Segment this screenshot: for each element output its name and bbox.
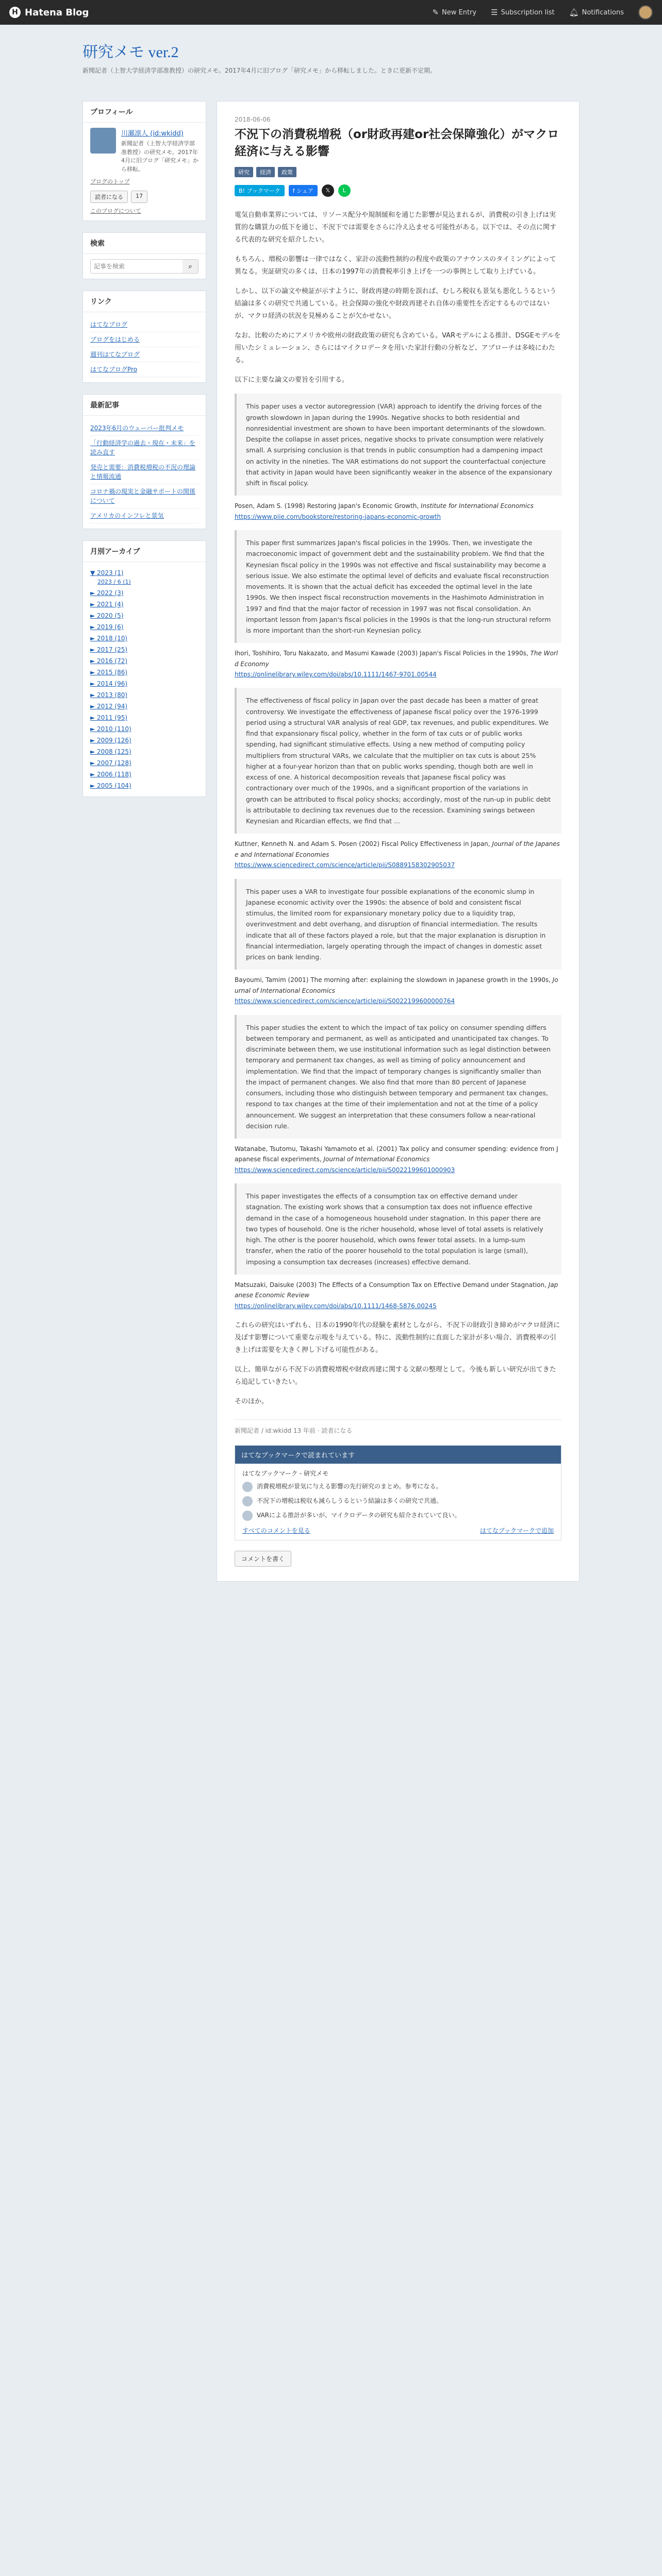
facebook-share-button[interactable]: f シェア [289,185,318,196]
citation-publication: Journal of the Japanese and International Economies [235,840,560,858]
blockquote: The effectiveness of fiscal policy in Japan over the past decade has been a matter of great controversy. We investigate the effectiveness of Japanese fiscal policy over the 1976-1999 period using a structural VAR analysis of real GDP, tax revenues, and public expenditures. We find that expansionary fiscal policy, whether in the form of tax cuts or of public works spending, had significant stimulative effects. Using a new method of computing policy multipliers from structural VARs, we calculate that the multiplier on tax cuts is about 25% higher at a four-year horizon than that on public works spending, though both are well in excess of one. A historical decomposition reveals that Japanese fiscal policy was contractionary over much of the 1990s, and a significant proportion of the variations in growth can be attributed to fiscal policy shocks; accordingly, most of the run-up in public debt is attributable to declining tax revenues due to the recession. Examining swings between Keynesian and Ricardian effects, we find that ... [235,688,561,834]
hatena-logo[interactable] [9,7,89,18]
profile-avatar[interactable] [90,128,116,154]
category-tag[interactable]: 研究 [235,167,253,177]
archive-year-link[interactable]: ► 2021 (4) [90,601,124,608]
link-item[interactable]: ブログをはじめる [90,332,198,347]
citation-author: Kuttner, Kenneth N. and Adam S. Posen (2002) Fiscal Policy Effectiveness in Japan, [235,840,492,848]
follow-button[interactable]: 読者になる [90,191,128,203]
bookmark-comment [242,1511,554,1521]
archive-year-link[interactable]: ► 2016 (72) [90,657,128,665]
citation [235,1144,561,1175]
links-module [82,291,206,383]
paragraph: これらの研究はいずれも、日本の1990年代の経験を素材としながら、不況下の財政引き締めがマクロ経済に及ぼす影響について重要な示唆を与えている。特に、流動性制約に直面した家計が多い場合、消費税率の引き上げは需要を大きく押し下げる可能性がある。 [235,1321,560,1354]
recent-entry-link[interactable]: コロナ禍の現実と金融サポートの関係について [90,484,198,509]
archive-module [82,540,206,797]
blockquote: This paper uses a vector autoregression (VAR) approach to identify the driving forces of the growth slowdown in Japan during the 1990s. Negative shocks to both residential and nonresidential investment are shown to have been important determinants of the slowdown. Despite the collapse in asset prices, negative shocks to private consumption were relatively small. A surprising conclusion is that trends in public consumption had a dampening impact on activity in the nineties. The VAR estimations do not support the counterfactual conjecture that activity in Japan would have been significantly weaker in the absence of the expansionary shift in fiscal policy. [235,394,561,496]
recent-heading: 最新記事 [83,395,206,416]
new-entry-label: New Entry [442,8,477,16]
citation [235,839,561,870]
bookmark-heading: はてなブックマークで読まれています [235,1446,561,1464]
bookmark-comment-text: 不況下の増税は税収も減らしうるという結論は多くの研究で共通。 [257,1497,443,1505]
recent-entry-link[interactable]: 発売と需要：消費税増税の不況の理論と情報流通 [90,460,198,484]
citation-author: Matsuzaki, Daisuke (2003) The Effects of a Consumption Tax on Effective Demand under Stagnation, [235,1281,549,1289]
profile-heading: プロフィール [83,101,206,123]
subscription-label: Subscription list [501,8,555,16]
profile-name-link[interactable]: 川瀬凛人 (id:wkidd) [121,130,184,138]
bookmark-comment-text: VARによる推計が多いが、マイクロデータの研究も紹介されていて良い。 [257,1512,461,1519]
link-item[interactable]: はてなブログ [90,317,198,332]
category-tag[interactable]: 経済 [256,167,275,177]
links-heading: リンク [83,291,206,312]
archive-year-link[interactable]: ► 2008 (125) [90,748,131,755]
bookmark-subheading: はてなブックマーク - 研究メモ [242,1470,329,1478]
citation-author: Watanabe, Tsutomu, Takashi Yamamoto et al. (2001) Tax policy and consumer spending: evidence from Japanese fiscal experiments, [235,1145,558,1163]
top-bar [0,0,662,25]
citation [235,501,561,522]
notifications-button[interactable] [569,8,624,17]
blockquote: This paper investigates the effects of a consumption tax on effective demand under stagnation. The existing work shows that a consumption tax does not influence effective demand in the case of a homogeneous household under stagnation. In this paper there are two types of household. One is the richer household, whose level of total assets is relatively high. The other is the poorer household, which owns fewer total assets. In a lump-sum transfer, when the ratio of the poorer household to the total population is large (small), imposing a consumption tax decreases (increases) effective demand. [235,1183,561,1275]
paragraph: なお、比較のためにアメリカや欧州の財政政策の研究も含めている。VARモデルによる推計、DSGEモデルを用いたシミュレーション、さらにはマイクロデータを用いた家計行動の分析など、アプローチは多岐にわたる。 [235,332,561,365]
hatena-bookmark-button[interactable]: B! ブックマーク [235,185,285,196]
reader-count: 17 [131,191,147,203]
bookmark-comment [242,1496,554,1506]
blockquote: This paper uses a VAR to investigate four possible explanations of the economic slump in Japanese economic activity over the 1990s: the absence of bold and consistent fiscal stimulus, the limited room for expansionary monetary policy due to a liquidity trap, overinvestment and debt overhang, and disruption of financial intermediation. The results indicate that all of these factors played a role, but that the major explanation is disruption in financial intermediation, largely operating through the impact of changes in domestic asset prices on bank lending. [235,879,561,970]
link-item[interactable]: はてなブログPro [90,362,198,377]
blog-top-link[interactable]: ブログのトップ [90,178,130,185]
pencil-icon: ✎ [432,8,439,17]
blockquote: This paper studies the extent to which the impact of tax policy on consumer spending differs between temporary and permanent, as well as anticipated and unanticipated tax changes. To discriminate between them, we use institutional information such as legal distinction between temporary and permanent tax changes, as well as timing of policy announcement and implementation. We find that the impact of temporary changes is significantly smaller than the impact of permanent changes. We also find that more than 80 percent of Japanese consumers, including those who distinguish between temporary and permanent tax changes, respond to tax changes at the time of their implementation and not at the time of a policy announcement. We suggest an interpretation that these consumers follow a near-rational decision rule. [235,1015,561,1139]
citation-author: Bayoumi, Tamim (2001) The morning after: explaining the slowdown in Japanese growth in the 1990s, [235,976,553,984]
search-module [82,232,206,279]
subscription-list-button[interactable] [491,8,554,17]
add-bookmark-link[interactable]: はてなブックマークで追加 [479,1527,554,1535]
tag-list [235,167,561,177]
profile-module [82,101,206,221]
citation-publication: Institute for International Economics [421,502,534,510]
category-tag[interactable]: 政策 [278,167,296,177]
paragraph: 以上、簡単ながら不況下の消費税増税や財政再建に関する文献の整理として。今後も新しい研究が出てきたら追記していきたい。 [235,1366,556,1386]
new-entry-button[interactable] [432,8,476,17]
sidebar [82,101,206,808]
recent-entry-link[interactable]: 「行動経済学の過去・現在・未来」を読み直す [90,436,198,460]
archive-year-link[interactable]: ► 2019 (6) [90,623,124,631]
archive-year-link[interactable]: ► 2009 (126) [90,737,131,744]
about-blog-link[interactable]: このブログについて [90,207,141,214]
all-comments-link[interactable]: すべてのコメントを見る [242,1527,310,1535]
commenter-avatar[interactable] [242,1496,253,1506]
profile-bio: 新聞記者（上智大学経済学部准教授）の研究メモ。2017年4月に旧ブログ「研究メモ」から移転。 [121,140,198,173]
citation-publication: Japanese Economic Review [235,1281,558,1299]
citation [235,975,561,1006]
commenter-avatar[interactable] [242,1482,253,1492]
archive-year-link[interactable]: ► 2017 (25) [90,646,128,653]
archive-year-link[interactable]: ► 2011 (95) [90,714,128,721]
archive-year-link[interactable]: ► 2013 (80) [90,691,128,699]
archive-year-link[interactable]: ► 2014 (96) [90,680,128,687]
archive-year-link[interactable]: ► 2022 (3) [90,589,124,597]
citation-url-link[interactable]: https://www.sciencedirect.com/science/article/pii/S0889158302905037 [235,861,455,869]
archive-year-link[interactable]: ► 2015 (86) [90,669,128,676]
search-heading: 検索 [83,233,206,254]
citation-url-link[interactable]: https://www.sciencedirect.com/science/article/pii/S0022199601000903 [235,1166,455,1174]
archive-year-link[interactable]: ► 2005 (104) [90,782,131,789]
blog-description: 新聞記者（上智大学経済学部准教授）の研究メモ。2017年4月に旧ブログ「研究メモ」から移転しました。ときに更新不定期。 [82,67,437,74]
archive-year-link[interactable]: ► 2007 (128) [90,759,131,767]
archive-year-link[interactable]: ► 2020 (5) [90,612,124,619]
bookmark-box [235,1445,561,1540]
commenter-avatar[interactable] [242,1511,253,1521]
hatena-logo-icon: H [9,7,21,18]
entry-content [235,209,561,1409]
archive-year-link[interactable]: ► 2012 (94) [90,703,128,710]
share-buttons [235,184,561,197]
citation-publication: The World Economy [235,650,558,668]
search-icon: ⌕ [188,262,192,270]
citation [235,648,561,680]
blog-title[interactable]: 研究メモ ver.2 [82,44,179,61]
paragraph: 電気自動車業界については、リソース配分や規制緩和を通じた影響が見込まれるが、消費税の引き上げは実質的な購買力の低下を通じ、不況下では需要をさらに冷え込ませる可能性がある。以下では、その点に関する代表的な研究を紹介したい。 [235,211,557,244]
citation-url-link[interactable]: https://www.sciencedirect.com/science/article/pii/S0022199600000764 [235,997,455,1005]
citation-url-link[interactable]: https://onlinelibrary.wiley.com/doi/abs/10.1111/1468-5876.00245 [235,1302,437,1310]
archive-heading: 月別アーカイブ [83,541,206,562]
archive-year-link[interactable]: ► 2018 (10) [90,635,128,642]
blockquote: This paper first summarizes Japan's fiscal policies in the 1990s. Then, we investigate the macroeconomic impact of government debt and the sustainability problem. We find that the Keynesian fiscal policy in the 1990s was not effective and fiscal sustainability may become a serious issue. We also estimate the optimal level of deficits and evaluate fiscal reconstruction movements. It is shown that the actual deficit has exceeded the optimal level in the late 1990s. We then inspect fiscal reconstruction movements in the Hashimoto Administration in 1997 and find that the major factor of recession in 1997 was not fiscal consolidation. An important lesson from Japan's fiscal policies in the 1990s is that the long-run structural reform is more important than the short-run Keynesian policy. [235,530,561,643]
post-date[interactable]: 2018-06-06 [235,116,271,123]
paragraph: もちろん、増税の影響は一律ではなく、家計の流動性制約の程度や政策のアナウンスのタイミングによって異なる。実証研究の多くは、日本の1997年の消費税率引き上げを一つの事例として取り上げている。 [235,255,556,276]
link-item[interactable]: 週刊はてなブログ [90,347,198,362]
list-icon: ☰ [491,8,498,17]
recent-entry-link[interactable]: アメリカのインフレと景気 [90,509,198,523]
archive-year-link[interactable]: ▼ 2023 (1) [90,569,124,577]
citation-publication: Journal of International Economics [235,976,558,994]
write-comment-button[interactable]: コメントを書く [235,1551,291,1567]
user-avatar[interactable] [638,5,653,20]
paragraph: 以下に主要な論文の要旨を引用する。 [235,376,349,384]
citation-author: Ihori, Toshihiro, Toru Nakazato, and Masumi Kawade (2003) Japan's Fiscal Policies in the 1990s, [235,650,531,657]
citation-url-link[interactable]: https://www.piie.com/bookstore/restoring-japans-economic-growth [235,513,441,520]
bookmark-comment [242,1482,554,1492]
recent-entry-link[interactable]: 2023年6月のウェーバー批判メモ [90,421,198,436]
search-input[interactable] [91,260,183,273]
bookmark-comment-text: 消費税増税が景気に与える影響の先行研究のまとめ。参考になる。 [257,1483,442,1490]
notifications-label: Notifications [582,8,624,16]
citation-url-link[interactable]: https://onlinelibrary.wiley.com/doi/abs/10.1111/1467-9701.00544 [235,671,437,679]
citation-author: Posen, Adam S. (1998) Restoring Japan's Economic Growth, [235,502,421,510]
recent-entries-module [82,394,206,529]
entry-footer: 新聞記者 / id:wkidd 13 年前 · 読者になる [235,1419,561,1435]
archive-year-link[interactable]: ► 2006 (118) [90,771,131,778]
paragraph: しかし、以下の論文や検証が示すように、財政再建の時期を誤れば、むしろ税収も景気も悪化しうるという結論は多くの研究で共通している。社会保障の強化や財政再建それ自体の重要性を否定するものではないが、マクロ経済の状況を見極めることが欠かせない。 [235,287,557,320]
paragraph: そのほか。 [235,1398,269,1406]
citation-publication: Journal of International Economics [323,1156,430,1163]
logo-text: Hatena Blog [25,7,89,18]
line-share-button[interactable]: L [338,184,351,197]
archive-month-link[interactable]: 2023 / 6 (1) [97,579,131,585]
main-entry [217,101,580,1582]
x-share-button[interactable]: 𝕏 [322,184,334,197]
citation [235,1280,561,1311]
search-button[interactable] [183,260,198,273]
post-title[interactable]: 不況下の消費税増税（or財政再建or社会保障強化）がマクロ経済に与える影響 [235,128,559,159]
bell-icon: 🔔︎ [569,8,579,17]
blog-header [82,33,577,90]
archive-year-link[interactable]: ► 2010 (110) [90,725,131,733]
